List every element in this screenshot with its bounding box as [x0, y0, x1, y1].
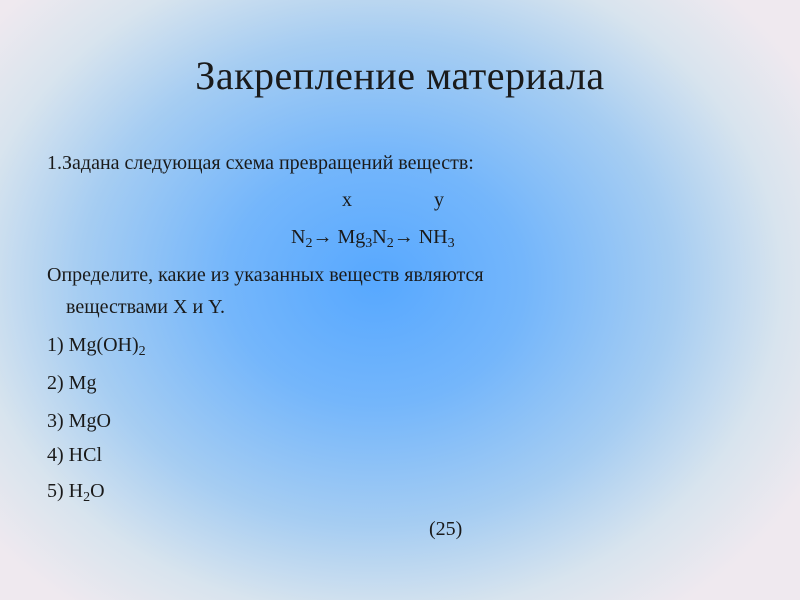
var-x: x: [342, 189, 352, 211]
question-line-2: веществами X и Y.: [66, 296, 226, 318]
option-4: [47, 445, 102, 465]
option-1-text: 1) Mg(OH): [47, 334, 139, 356]
option-5: [47, 481, 105, 505]
option-5-text: 5) H: [47, 480, 84, 502]
option-4-text: 4) HCl: [47, 444, 102, 466]
scheme-arrow-nh: → NH: [393, 226, 448, 248]
option-5-sub: 2: [83, 490, 91, 505]
question-line-1: Определите, какие из указанных веществ являются: [47, 264, 484, 286]
reaction-scheme: [291, 227, 455, 251]
page-number: (25): [429, 518, 463, 540]
option-1-sub: 2: [138, 344, 146, 359]
scheme-n-sub: 2: [305, 236, 313, 251]
option-5-suffix: O: [90, 480, 105, 502]
option-2: [47, 373, 96, 393]
scheme-arrow-mg: → Mg: [312, 226, 366, 248]
scheme-n2: N: [372, 226, 387, 248]
scheme-mg-sub: 3: [365, 236, 373, 251]
scheme-n: N: [291, 226, 306, 248]
option-3-text: 3) MgO: [47, 410, 111, 432]
option-1: [47, 335, 146, 359]
slide-title: Закрепление материала: [195, 53, 605, 98]
option-3: [47, 411, 111, 431]
scheme-nh-sub: 3: [447, 236, 455, 251]
scheme-n2-sub: 2: [386, 236, 394, 251]
var-y: y: [434, 189, 444, 211]
task-prompt: 1.Задана следующая схема превращений веществ:: [47, 152, 474, 174]
option-2-text: 2) Mg: [47, 372, 97, 394]
